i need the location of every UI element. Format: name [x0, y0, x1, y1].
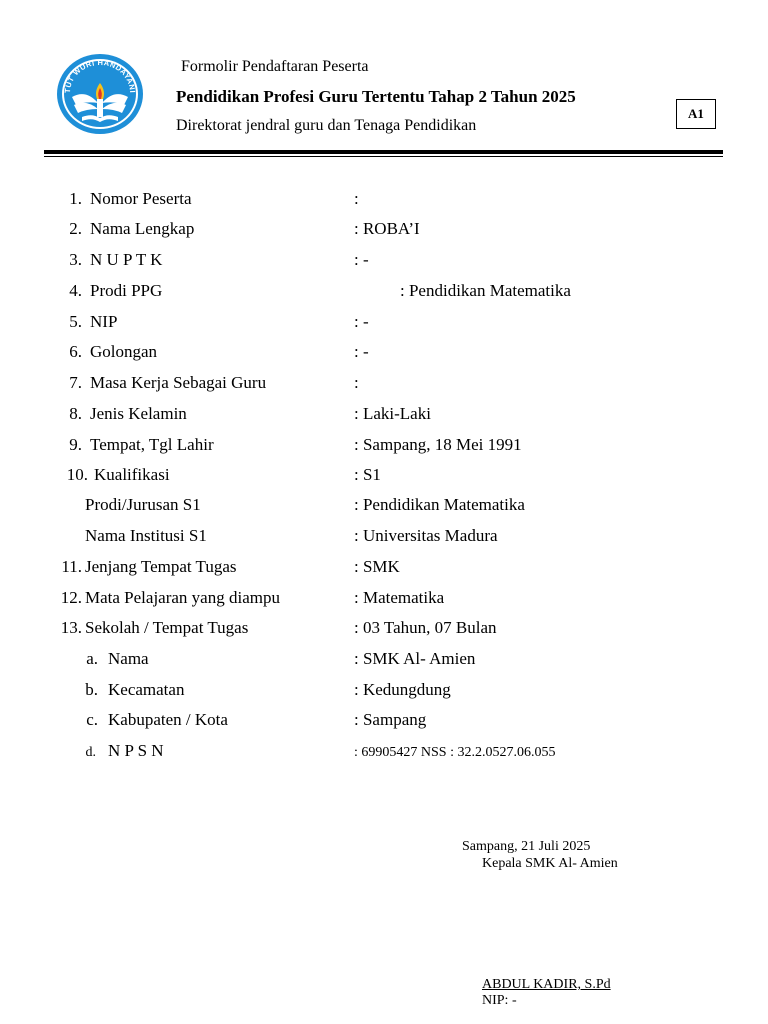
logo-text: TUT WURI HANDAYANI [62, 57, 138, 94]
field-row: 12. Mata Pelajaran yang diampu : Matematika [60, 588, 445, 607]
signature-nip: NIP: - [482, 993, 517, 1008]
field-row: 11. Jenjang Tempat Tugas : SMK [61, 557, 400, 576]
field-row: 1. Nomor Peserta : [69, 189, 359, 208]
field-row: 4. Prodi PPG : Pendidikan Matematika [69, 281, 571, 300]
signature-name: ABDUL KADIR, S.Pd [482, 977, 611, 992]
field-row: 3. N U P T K : - [69, 250, 369, 269]
field-row: 2. Nama Lengkap : ROBA’I [69, 219, 420, 238]
field-row: c. Kabupaten / Kota : Sampang [86, 710, 427, 729]
field-row: a. Nama : SMK Al- Amien [86, 649, 476, 668]
field-row: b. Kecamatan : Kedungdung [85, 680, 451, 699]
program-title: Pendidikan Profesi Guru Tertentu Tahap 2 Tahun 2025 [176, 87, 576, 106]
field-row: 10. Kualifikasi : S1 [66, 465, 381, 484]
field-row: d. N P S N : 69905427 NSS : 32.2.0527.06.055 [85, 741, 556, 760]
header-divider-thin [44, 156, 723, 157]
field-row: 9. Tempat, Tgl Lahir : Sampang, 18 Mei 1991 [69, 435, 522, 454]
signature-position: Kepala SMK Al- Amien [482, 856, 618, 871]
field-row: 5. NIP : - [69, 312, 369, 331]
form-code-badge: A1 [676, 99, 716, 129]
signature-place-date: Sampang, 21 Juli 2025 [462, 839, 591, 854]
field-row: 8. Jenis Kelamin : Laki-Laki [69, 404, 431, 423]
field-row: 7. Masa Kerja Sebagai Guru : [69, 373, 359, 392]
header-divider-thick [44, 150, 723, 154]
field-row: Nama Institusi S1 : Universitas Madura [85, 526, 498, 545]
form-title: Formolir Pendaftaran Peserta [181, 58, 369, 75]
field-row: Prodi/Jurusan S1 : Pendidikan Matematika [85, 495, 525, 514]
field-row: 13. Sekolah / Tempat Tugas : 03 Tahun, 07 Bulan [60, 618, 497, 637]
tut-wuri-handayani-logo [56, 53, 144, 135]
directorate-title: Direktorat jendral guru dan Tenaga Pendidikan [176, 117, 477, 134]
field-row: 6. Golongan : - [69, 342, 369, 361]
